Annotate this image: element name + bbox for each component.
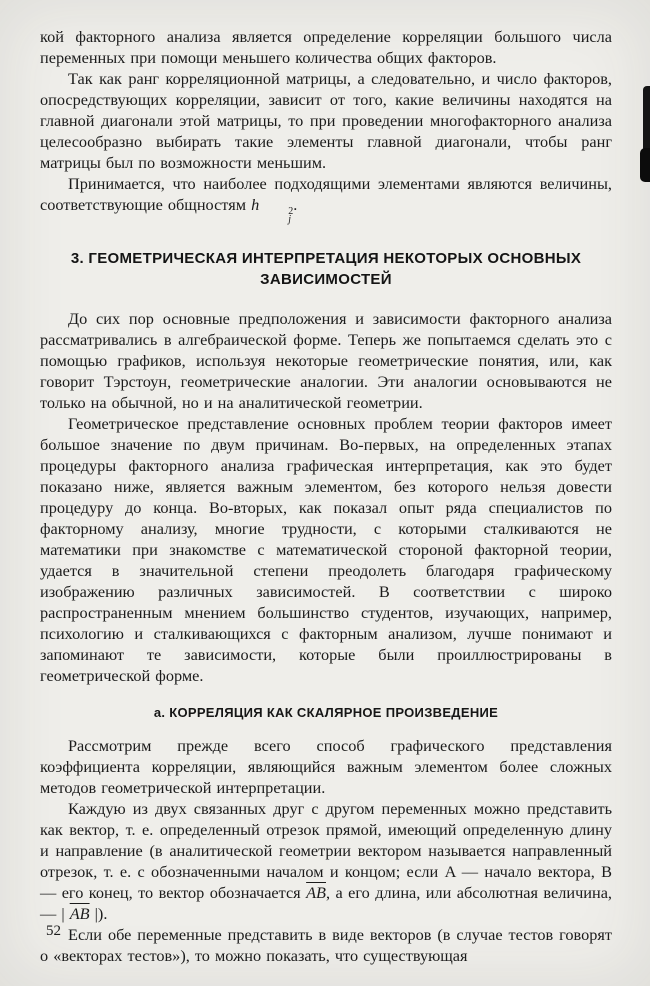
paragraph-communalities-period: . — [293, 195, 298, 214]
scan-artifact-right-edge-blob — [640, 148, 650, 182]
vector-notation-ab-abs: $\overline{AB}$ — [69, 904, 90, 923]
formula-variable: h — [251, 195, 260, 214]
formula-subscript: j — [288, 214, 291, 225]
sub-heading-correlation-scalar-product: а. КОРРЕЛЯЦИЯ КАК СКАЛЯРНОЕ ПРОИЗВЕДЕНИЕ — [153, 705, 499, 720]
vector-notation-ab: $\overline{AB}$ — [306, 883, 326, 902]
paragraph-communalities — [40, 173, 612, 224]
paragraph-geometric-representation: Геометрическое представление основных проблем теории факторов имеет большое значение по двум причинам. Во-первых, на определенных этапах процедуры факторного анализа графическая интерпретация, как это будет показано ниже, является важным элементом, без которого нельзя довести процедуру до конца. Во-вторых, как показал опыт ряда специалистов по факторному анализу, многие трудности, с которыми сталкиваются не математики при знакомстве с математической стороной факторной теории, удается в значительной степени преодолеть благодаря графическому изображению различных зависимостей. В соответствии с широко распространенным мнением большинство студентов, изучающих, например, психологию и сталкивающихся с факторным анализом, лучше понимают и запоминают те зависимости, которые были проиллюстрированы в геометрической форме. — [40, 414, 612, 685]
paragraph-communalities-text: Принимается, что наиболее подходящими элементами являются величины, соответствующие общностям — [40, 174, 612, 214]
paragraph-vector-definition — [40, 798, 612, 924]
paragraph-algebraic-form: До сих пор основные предположения и зависимости факторного анализа рассматривались в алгебраической форме. Теперь же попытаемся сделать это с помощью графиков, используя некоторые геометрические понятия, или, как говорит Тэрстоун, геометрические аналогии. Эти аналогии основываются не только на обычной, но и на аналитической геометрии. — [40, 309, 612, 412]
formula-sup-sub — [260, 208, 293, 224]
section-heading-geometric-interpretation: 3. ГЕОМЕТРИЧЕСКАЯ ИНТЕРПРЕТАЦИЯ НЕКОТОРЫХ ОСНОВНЫХ ЗАВИСИМОСТЕЙ — [70, 250, 582, 288]
paragraph-correlation-coefficient: Рассмотрим прежде всего способ графического представления коэффициента корреляции, являющийся важным элементом более сложных методов геометрической интерпретации. — [40, 736, 612, 797]
paragraph-vector-text-2: , а его длина, или абсолютная величина, — | — [40, 883, 613, 923]
paragraph-test-vectors: Если обе переменные представить в виде векторов (в случае тестов говорят о «векторах тестов»), то можно показать, что существующая — [40, 925, 612, 965]
scan-artifact-right-edge — [643, 86, 650, 152]
paragraph-vector-text-3: |). — [89, 904, 108, 923]
paragraph-rank-matrix: Так как ранг корреляционной матрицы, а следовательно, и число факторов, опосредствующих корреляции, зависит от того, какие величины находятся на главной диагонали этой матрицы, то при проведении многофакторного анализа целесообразно выбирать такие элементы главной диагонали, чтобы ранг матрицы был по возможности меньшим. — [40, 69, 612, 172]
formula-superscript: 2 — [288, 206, 294, 217]
page-number: 52 — [46, 923, 61, 939]
paragraph-vector-text-1: Каждую из двух связанных друг с другом переменных можно представить как вектор, т. е. определенный отрезок прямой, имеющий определенную длину и направление (в аналитической геометрии вектором называется направленный отрезок, т. е. с обозначенными началом и концом; если A — начало вектора, B — его конец, то вектор обозначается — [40, 799, 612, 902]
paragraph-continuation: кой факторного анализа является определение корреляции большого числа переменных при помощи меньшего количества общих факторов. — [40, 27, 612, 67]
